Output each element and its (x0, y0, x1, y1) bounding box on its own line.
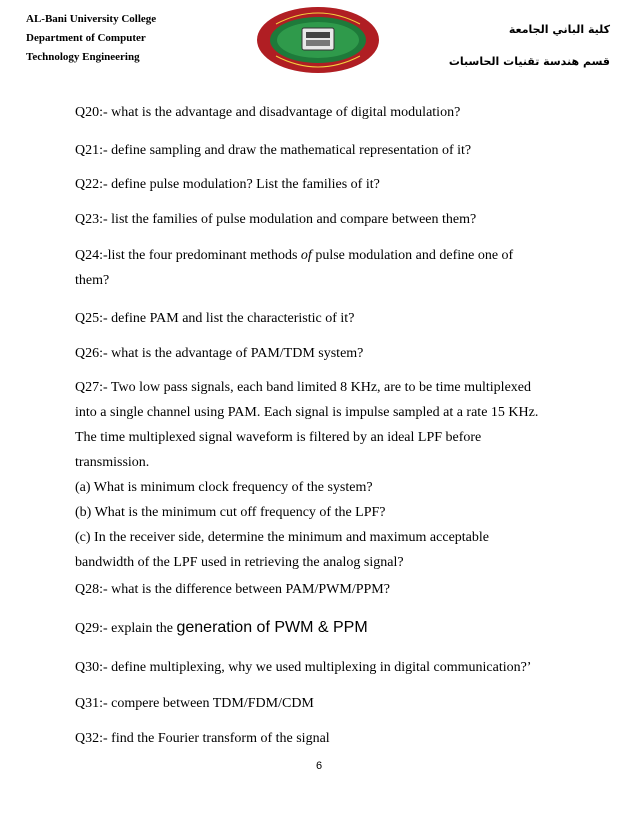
question-q24 (75, 243, 560, 293)
header-arabic-info (449, 14, 610, 78)
question-q29-pre: Q29:- explain the (75, 621, 177, 636)
question-q27-part-a: (a) What is minimum clock frequency of the system? (75, 480, 373, 495)
question-q24-pre: Q24:-list the four predominant methods (75, 248, 301, 263)
question-q32: Q32:- find the Fourier transform of the signal (75, 731, 330, 746)
question-q20: Q20:- what is the advantage and disadvantage of digital modulation? (75, 105, 461, 120)
question-q27-line: Q27:- Two low pass signals, each band limited 8 KHz, are to be time multiplexed (75, 380, 531, 395)
question-q25: Q25:- define PAM and list the characteristic of it? (75, 311, 355, 326)
arabic-college-name: كلية الباني الجامعة (508, 23, 610, 36)
question-q23: Q23:- list the families of pulse modulation and compare between them? (75, 212, 477, 227)
question-q28: Q28:- what is the difference between PAM/PWM/PPM? (75, 582, 390, 597)
department-line-1: Department of Computer (26, 32, 146, 44)
question-q27-part-b: (b) What is the minimum cut off frequency of the LPF? (75, 505, 386, 520)
question-q27-line: bandwidth of the LPF used in retrieving the analog signal? (75, 555, 404, 570)
question-q26: Q26:- what is the advantage of PAM/TDM system? (75, 346, 364, 361)
question-q31: Q31:- compere between TDM/FDM/CDM (75, 696, 314, 711)
question-q27-line: transmission. (75, 455, 150, 470)
department-line-2: Technology Engineering (26, 51, 140, 63)
question-q24-post: pulse modulation and define one of (311, 248, 514, 263)
question-q30: Q30:- define multiplexing, why we used multiplexing in digital communication?’ (75, 660, 532, 675)
page-number: 6 (315, 760, 323, 772)
question-q27 (75, 375, 560, 575)
question-q24-emphasis: of (300, 248, 312, 263)
college-name: AL-Bani University College (26, 13, 157, 25)
question-q27-line: The time multiplexed signal waveform is filtered by an ideal LPF before (75, 430, 482, 445)
question-q21: Q21:- define sampling and draw the mathematical representation of it? (75, 143, 472, 158)
question-q29 (75, 615, 560, 641)
question-q27-line: into a single channel using PAM. Each signal is impulse sampled at a rate 15 KHz. (75, 405, 539, 420)
question-q22: Q22:- define pulse modulation? List the families of it? (75, 177, 380, 192)
question-q24-line2: them? (75, 273, 110, 288)
question-q27-part-c: (c) In the receiver side, determine the minimum and maximum acceptable (75, 530, 489, 545)
header-college-info (26, 10, 156, 67)
college-logo (256, 6, 380, 74)
question-q29-large: generation of PWM & PPM (176, 619, 368, 636)
arabic-department: قسم هندسة تقنيات الحاسبات (448, 55, 610, 68)
